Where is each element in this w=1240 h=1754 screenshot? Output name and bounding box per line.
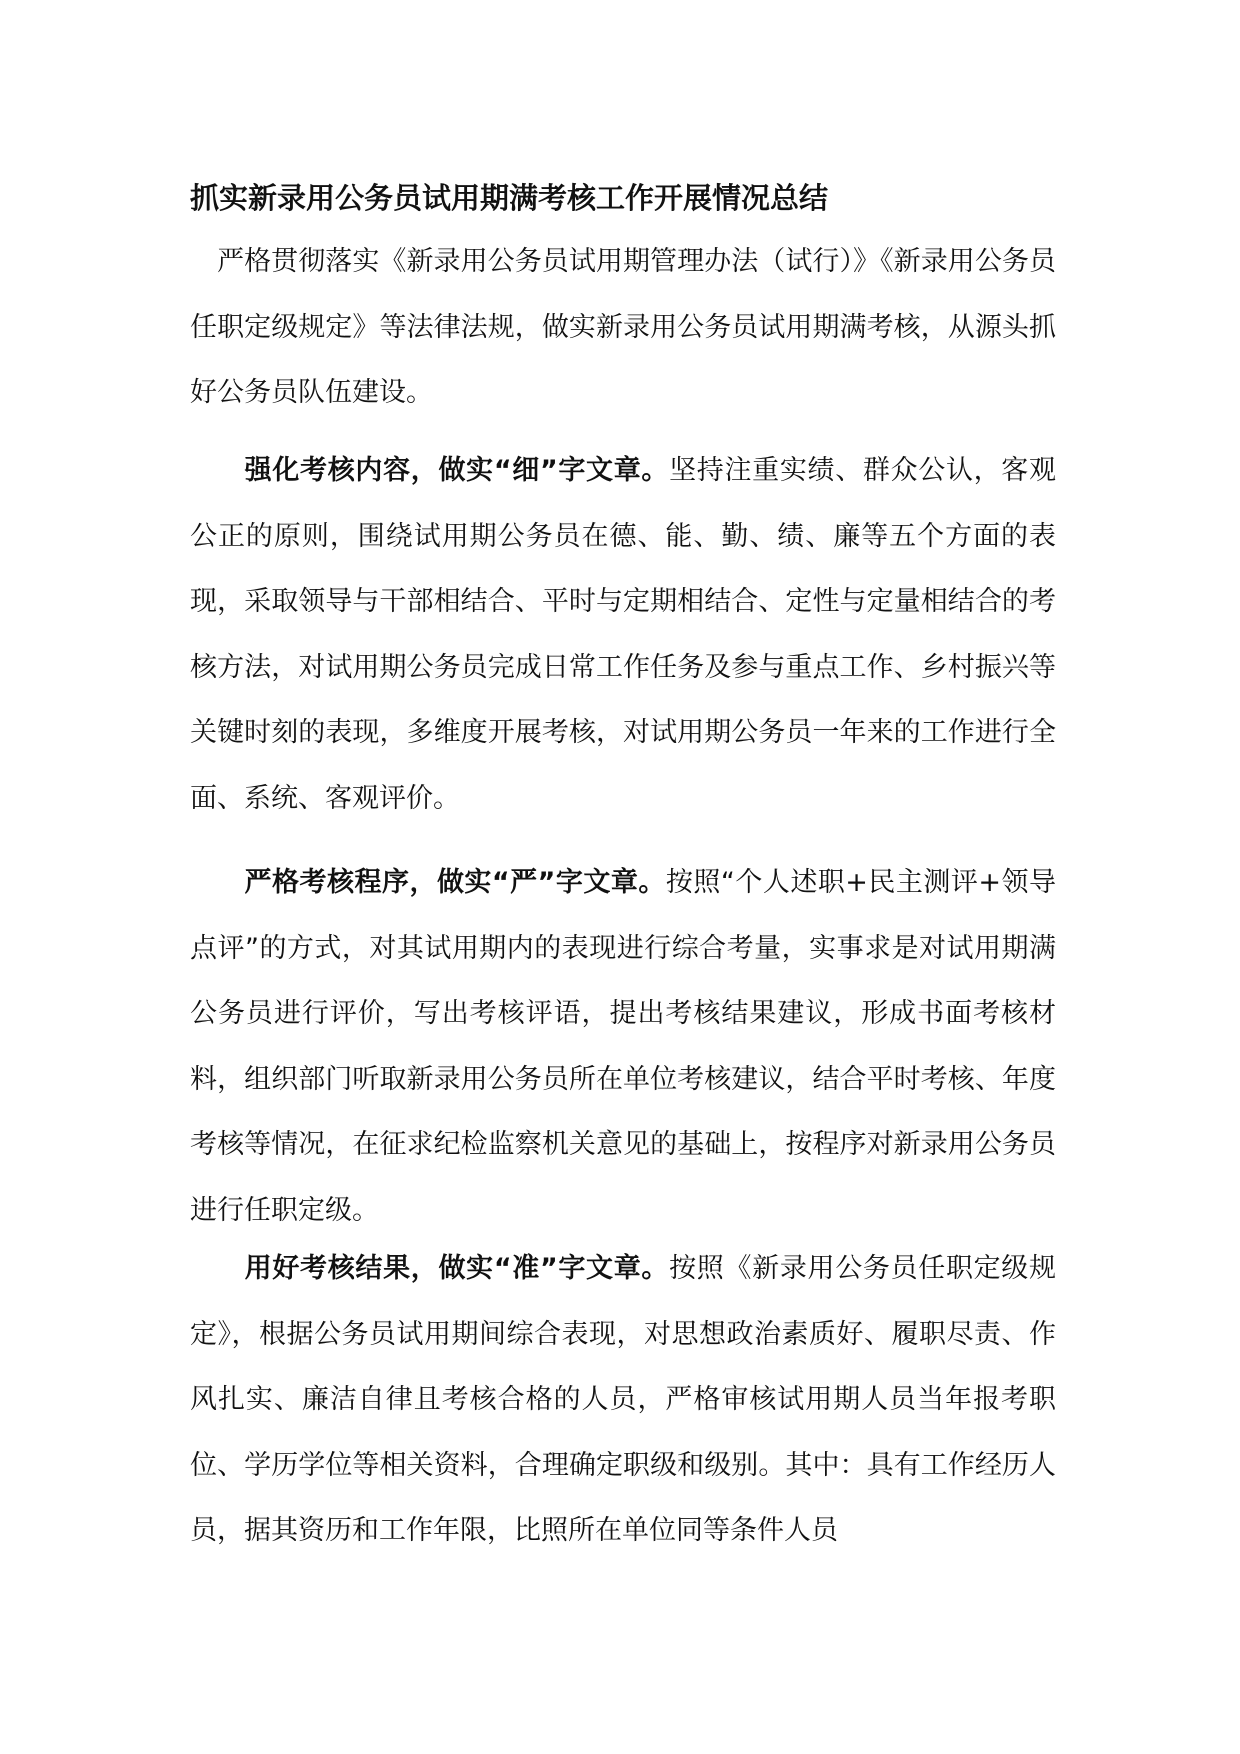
section-body: 按照“个人述职+民主测评+领导点评”的方式，对其试用期内的表现进行综合考量，实事求是对试用期满公务员进行评价，写出考核评语，提出考核结果建议，形成书面考核材料，组织部门听取新录用公务员所在单位考核建议，结合平时考核、年度考核等情况，在征求纪检监察机关意见的基础上，按程序对新录用公务员进行任职定级。 [190,867,1057,1226]
document-title: 抓实新录用公务员试用期满考核工作开展情况总结 [190,181,829,215]
intro-paragraph [190,229,1056,426]
section-lead: 严格考核程序，做实“严”字文章。 [244,867,666,898]
section-paragraph [190,850,1056,1243]
section-lead: 用好考核结果，做实“准”字文章。 [244,1253,670,1284]
section-paragraph [190,1236,1056,1564]
section-paragraph [190,438,1056,831]
section-body: 坚持注重实绩、群众公认，客观公正的原则，围绕试用期公务员在德、能、勤、绩、廉等五个方面的表现，采取领导与干部相结合、平时与定期相结合、定性与定量相结合的考核方法，对试用期公务员完成日常工作任务及参与重点工作、乡村振兴等关键时刻的表现，多维度开展考核，对试用期公务员一年来的工作进行全面、系统、客观评价。 [190,455,1056,814]
section-body: 按照《新录用公务员任职定级规定》，根据公务员试用期间综合表现，对思想政治素质好、履职尽责、作风扎实、廉洁自律且考核合格的人员，严格审核试用期人员当年报考职位、学历学位等相关资料，合理确定职级和级别。其中：具有工作经历人员，据其资历和工作年限，比照所在单位同等条件人员 [190,1253,1056,1546]
intro-text: 严格贯彻落实《新录用公务员试用期管理办法（试行）》《新录用公务员任职定级规定》等法律法规，做实新录用公务员试用期满考核，从源头抓好公务员队伍建设。 [190,246,1056,408]
section-lead: 强化考核内容，做实“细”字文章。 [244,455,670,486]
